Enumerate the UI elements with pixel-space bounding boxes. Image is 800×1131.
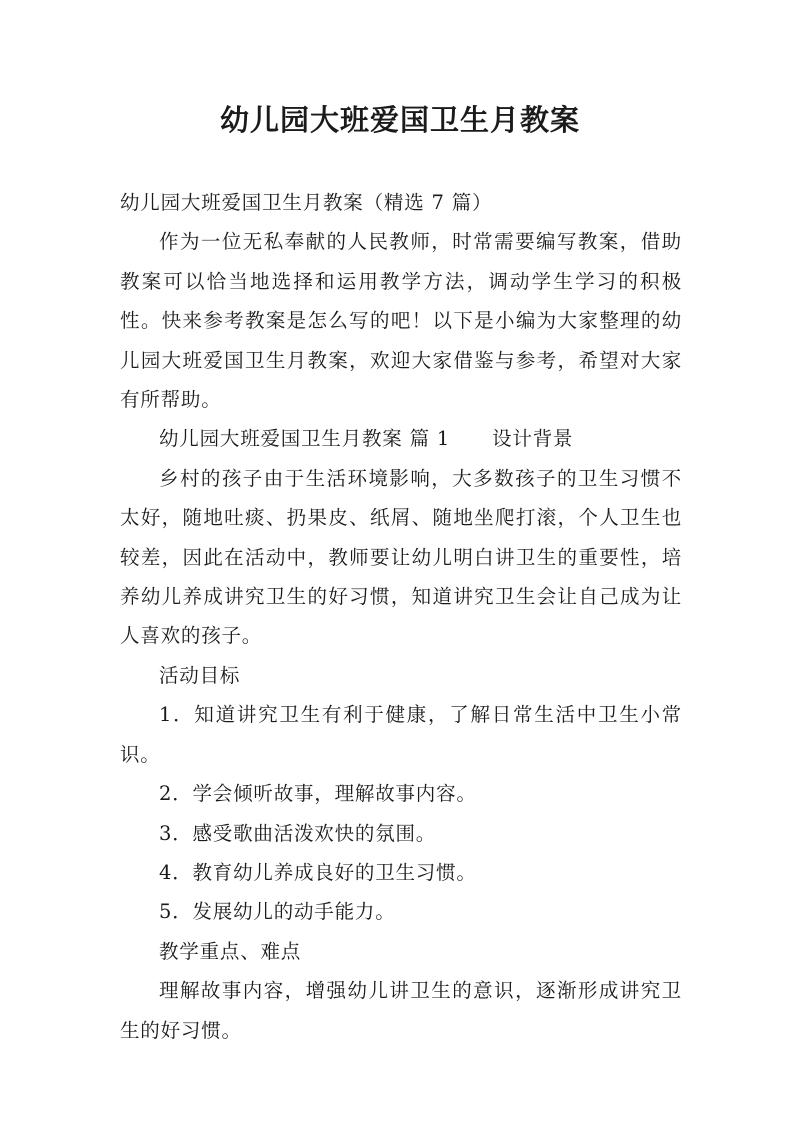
background-paragraph: 乡村的孩子由于生活环境影响，大多数孩子的卫生习惯不太好，随地吐痰、扔果皮、纸屑、随地坐爬打滚，个人卫生也较差，因此在活动中，教师要让幼儿明白讲卫生的重要性，培养幼儿养成讲究卫生的好习惯，知道讲究卫生会让自己成为让人喜欢的孩子。 (120, 466, 682, 648)
goal-item: 1．知道讲究卫生有利于健康，了解日常生活中卫生小常识。 (120, 703, 682, 766)
intro-paragraph: 作为一位无私奉献的人民教师，时常需要编写教案，借助教案可以恰当地选择和运用教学方法，调动学生学习的积极性。快来参考教案是怎么写的吧！以下是小编为大家整理的幼儿园大班爱国卫生月教案，欢迎大家借鉴与参考，希望对大家有所帮助。 (120, 230, 682, 412)
goal-item: 4．教育幼儿养成良好的卫生习惯。 (159, 860, 477, 884)
document-body (120, 183, 682, 1050)
goal-item: 2．学会倾听故事，理解故事内容。 (159, 782, 477, 806)
document-title: 幼儿园大班爱国卫生月教案 (219, 103, 580, 137)
key-points-paragraph: 理解故事内容，增强幼儿讲卫生的意识，逐渐形成讲究卫生的好习惯。 (120, 979, 682, 1042)
document-subtitle: 幼儿园大班爱国卫生月教案（精选 7 篇） (120, 191, 493, 214)
section-heading: 幼儿园大班爱国卫生月教案 篇 1 设计背景 (159, 427, 574, 451)
key-points-heading: 教学重点、难点 (159, 939, 302, 963)
goals-heading: 活动目标 (159, 663, 241, 687)
goal-item: 3．感受歌曲活泼欢快的氛围。 (159, 821, 437, 845)
goal-item: 5．发展幼儿的动手能力。 (159, 900, 396, 924)
